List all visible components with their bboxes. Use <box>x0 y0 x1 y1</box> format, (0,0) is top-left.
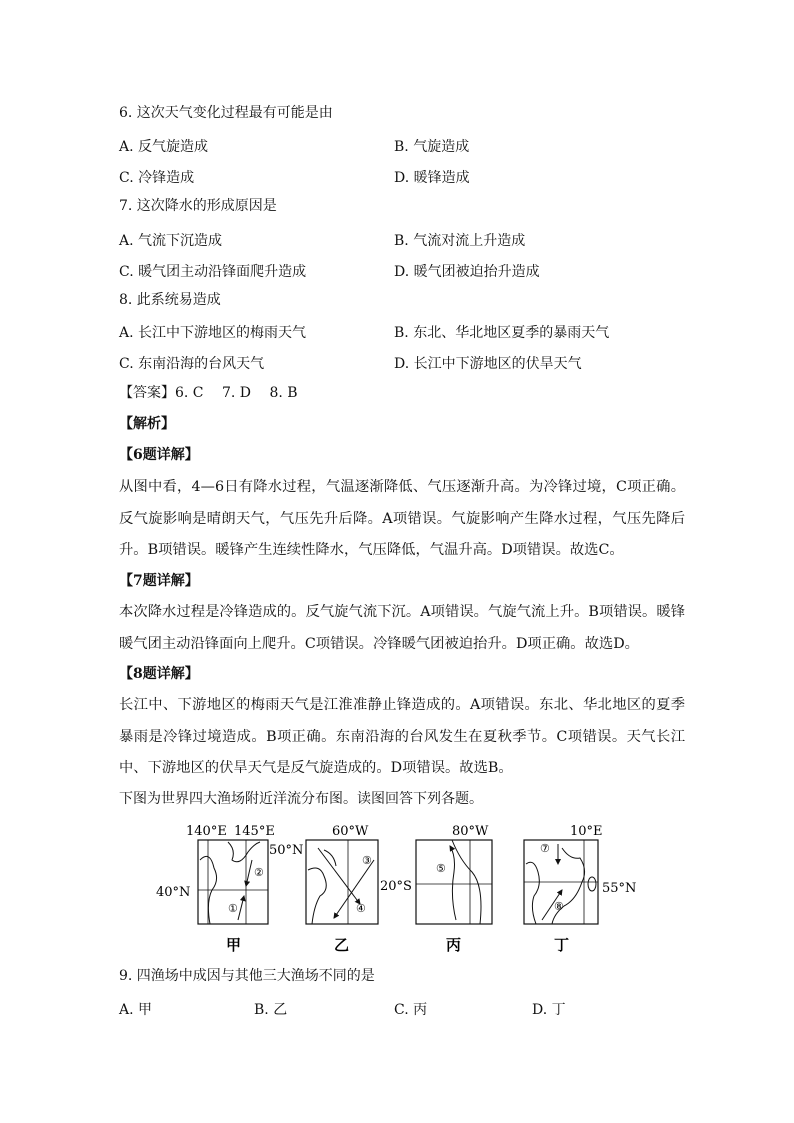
q7-option-d: D. 暖气团被迫抬升造成 <box>394 264 540 280</box>
panel-bing-current-arrow <box>450 846 456 920</box>
q6-stem: 6. 这次天气变化过程最有可能是由 <box>119 105 333 121</box>
panel-jia-lat-label-1: 50°N <box>269 843 304 858</box>
ocean-currents-map-svg <box>156 820 644 960</box>
panel-bing-lat-label: 20°S <box>380 879 412 894</box>
q6-option-b: B. 气旋造成 <box>394 139 470 155</box>
q9-option-d: D. 丁 <box>532 1002 566 1018</box>
panel-yi-lon-label: 60°W <box>332 824 369 839</box>
analysis-heading: 【解析】 <box>119 416 175 432</box>
panel-yi-name: 乙 <box>334 936 350 954</box>
q8-option-c: C. 东南沿海的台风天气 <box>119 356 265 372</box>
answer-line: 【答案】6. C 7. D 8. B <box>119 385 298 401</box>
panel-yi-current-label-1: ③ <box>362 854 372 867</box>
panel-ding-current-label-2: ⑧ <box>554 900 564 913</box>
detail6-heading: 【6题详解】 <box>119 447 199 463</box>
panel-jia-current-arrow-1 <box>246 860 252 886</box>
panel-yi <box>306 824 378 954</box>
q8-option-a: A. 长江中下游地区的梅雨天气 <box>119 325 307 341</box>
panel-bing-current-label: ⑤ <box>436 862 446 875</box>
panel-jia-current-label-2: ② <box>254 866 264 879</box>
panel-jia-current-label-1: ① <box>228 902 238 915</box>
q8-option-b: B. 东北、华北地区夏季的暴雨天气 <box>394 325 610 341</box>
detail7-text: 本次降水过程是冷锋造成的。反气旋气流下沉。A项错误。气旋气流上升。B项错误。暖锋暖气团主动沿锋面向上爬升。C项错误。冷锋暖气团被迫抬升。D项正确。故选D。 <box>119 604 685 652</box>
panel-ding <box>524 824 636 954</box>
panel-ding-lon-label: 10°E <box>570 824 603 839</box>
q7-stem: 7. 这次降水的形成原因是 <box>119 198 277 214</box>
q6-option-a: A. 反气旋造成 <box>119 139 209 155</box>
panel-jia-current-arrow-2 <box>238 896 244 920</box>
q8-option-d: D. 长江中下游地区的伏旱天气 <box>394 356 582 372</box>
q9-option-b: B. 乙 <box>254 1002 288 1018</box>
panel-bing <box>380 824 492 954</box>
q7-option-c: C. 暖气团主动沿锋面爬升造成 <box>119 264 307 280</box>
q7-option-a: A. 气流下沉造成 <box>119 233 223 249</box>
detail8-heading: 【8题详解】 <box>119 666 199 682</box>
panel-bing-lon-label: 80°W <box>452 824 489 839</box>
panel-ding-name: 丁 <box>554 936 570 954</box>
panel-ding-lat-label: 55°N <box>602 881 637 896</box>
panel-jia-name: 甲 <box>226 936 242 954</box>
panel-yi-current-label-2: ④ <box>356 902 366 915</box>
panel-yi-frame <box>306 840 378 924</box>
detail8-text: 长江中、下游地区的梅雨天气是江淮准静止锋造成的。A项错误。东北、华北地区的夏季暴雨是冷锋过境造成。B项正确。东南沿海的台风发生在夏秋季节。C项错误。天气长江中、下游地区的伏旱天气是反气旋造成的。D项错误。故选B。 <box>119 697 685 776</box>
panel-ding-island <box>588 877 596 891</box>
panel-jia-lat-label-2: 40°N <box>156 885 191 900</box>
q8-stem: 8. 此系统易造成 <box>119 292 221 308</box>
q6-option-d: D. 暖锋造成 <box>394 170 470 186</box>
panel-jia <box>156 824 303 954</box>
detail7-heading: 【7题详解】 <box>119 573 199 589</box>
q6-option-c: C. 冷锋造成 <box>119 170 195 186</box>
q9-option-c: C. 丙 <box>394 1002 428 1018</box>
ocean-currents-figure <box>156 820 644 960</box>
panel-jia-lon-label-2: 145°E <box>234 824 275 839</box>
q7-option-b: B. 气流对流上升造成 <box>394 233 526 249</box>
panel-yi-current-arrow-2 <box>334 860 374 918</box>
detail6-text: 从图中看，4—6日有降水过程，气温逐渐降低、气压逐渐升高。为冷锋过境，C项正确。反气旋影响是晴朗天气，气压先升后降。A项错误。气旋影响产生降水过程，气压先降后升。B项错误。暖锋产生连续性降水，气压降低，气温升高。D项错误。故选C。 <box>119 479 685 558</box>
panel-yi-coastline <box>308 868 326 924</box>
q9-option-a: A. 甲 <box>119 1002 153 1018</box>
panel-ding-current-label-1: ⑦ <box>540 842 550 855</box>
q9-stem: 9. 四渔场中成因与其他三大渔场不同的是 <box>119 968 375 984</box>
intro-text: 下图为世界四大渔场附近洋流分布图。读图回答下列各题。 <box>119 791 483 807</box>
panel-jia-coastline-2 <box>228 842 260 862</box>
panel-bing-name: 丙 <box>446 936 462 954</box>
panel-jia-lon-label-1: 140°E <box>186 824 227 839</box>
panel-bing-coastline <box>452 840 481 924</box>
panel-ding-coastline-1 <box>526 862 539 924</box>
